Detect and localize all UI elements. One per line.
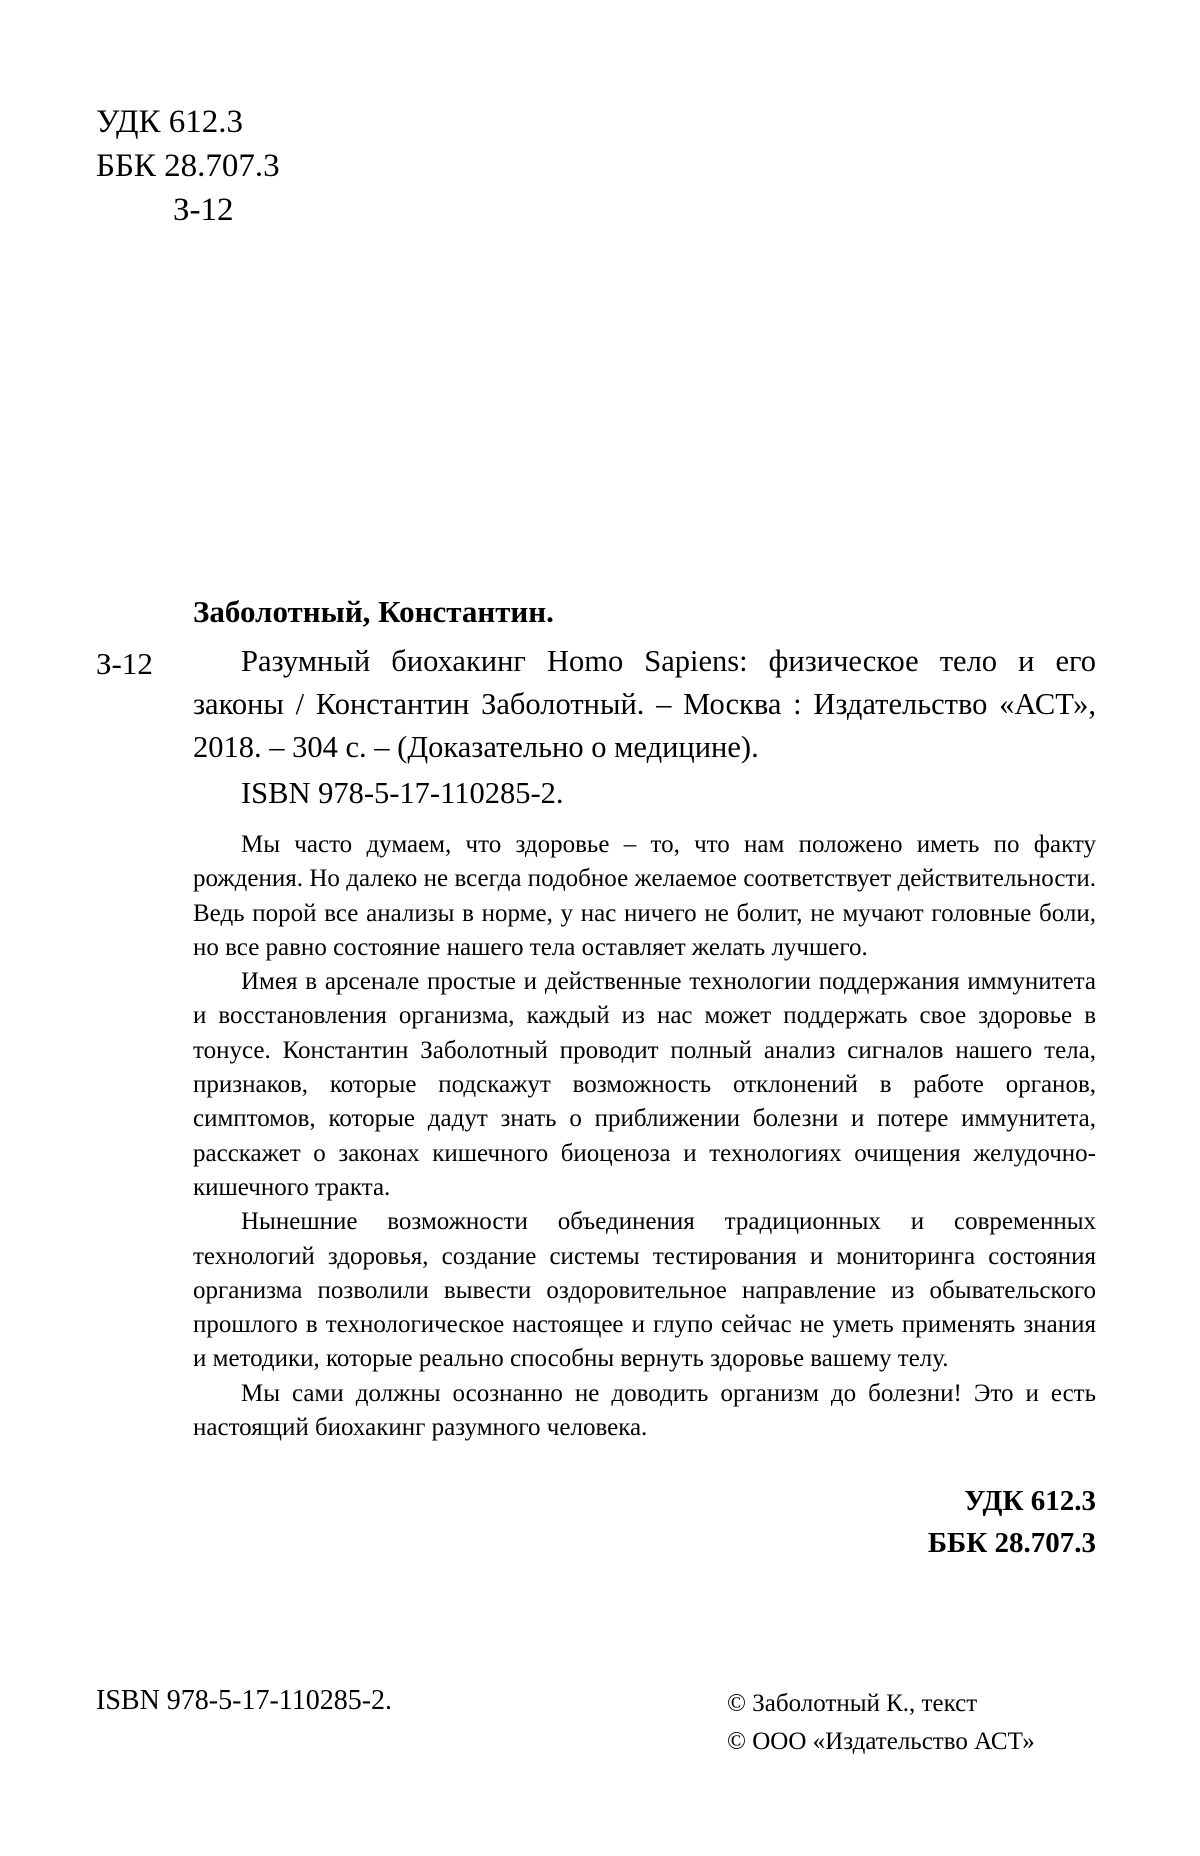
catalog-codes — [96, 100, 280, 232]
copyright-notice — [727, 1685, 1035, 1761]
udk-code-bold: УДК 612.3 — [964, 1485, 1096, 1517]
annotation-paragraph: Нынешние возможности объединения традиционных и современных технологий здоровья, создание системы тестирования и мониторинга состояния организма позволили вывести оздоровительное направление из обывательского прошлого в технологическое настоящее и глупо сейчас не уметь применять знания и методики, которые реально способны вернуть здоровье вашему телу. — [193, 1208, 1096, 1373]
annotation-paragraph: Мы сами должны осознанно не доводить организм до болезни! Это и есть настоящий биохакинг разумного человека. — [193, 1379, 1096, 1442]
classification-codes — [928, 1480, 1096, 1564]
isbn-footer: ISBN 978-5-17-110285-2. — [96, 1685, 393, 1716]
annotation-paragraph: Имея в арсенале простые и действенные технологии поддержания иммунитета и восстановления организма, каждый из нас может поддержать свое здоровье в тонусе. Константин Заболотный проводит полный анализ сигналов нашего тела, признаков, которые подскажут возможность отклонений в работе органов, симптомов, которые дадут знать о приближении болезни и потере иммунитета, расскажет о законах кишечного биоценоза и технологиях очищения желудочно-кишечного тракта. — [193, 968, 1096, 1201]
bbk-code-bold: ББК 28.707.3 — [927, 1527, 1096, 1559]
bibliographic-description: Разумный биохакинг Homo Sapiens: физическое тело и его законы / Константин Заболотный. – Москва : Издательство «АСТ», 2018. – 304 с. – (Доказательно о медицине). — [193, 644, 1096, 764]
annotation-paragraph: Мы часто думаем, что здоровье – то, что нам положено иметь по факту рождения. Но далеко не всегда подобное желаемое соответствует действительности. Ведь порой все анализы в норме, у нас ничего не болит, не мучают головные боли, но все равно состояние нашего тела оставляет желать лучшего. — [193, 831, 1096, 961]
udk-code: УДК 612.3 — [96, 104, 244, 140]
author-mark-left: З-12 — [96, 646, 153, 681]
author-mark: З-12 — [173, 192, 234, 228]
copyright-author: © Заболотный К., текст — [727, 1690, 978, 1717]
isbn-record: ISBN 978-5-17-110285-2. — [241, 776, 564, 810]
author-heading: Заболотный, Константин. — [193, 594, 554, 629]
copyright-publisher: © ООО «Издательство АСТ» — [727, 1728, 1035, 1755]
bbk-code: ББК 28.707.3 — [96, 148, 280, 184]
annotation — [193, 828, 1096, 1445]
